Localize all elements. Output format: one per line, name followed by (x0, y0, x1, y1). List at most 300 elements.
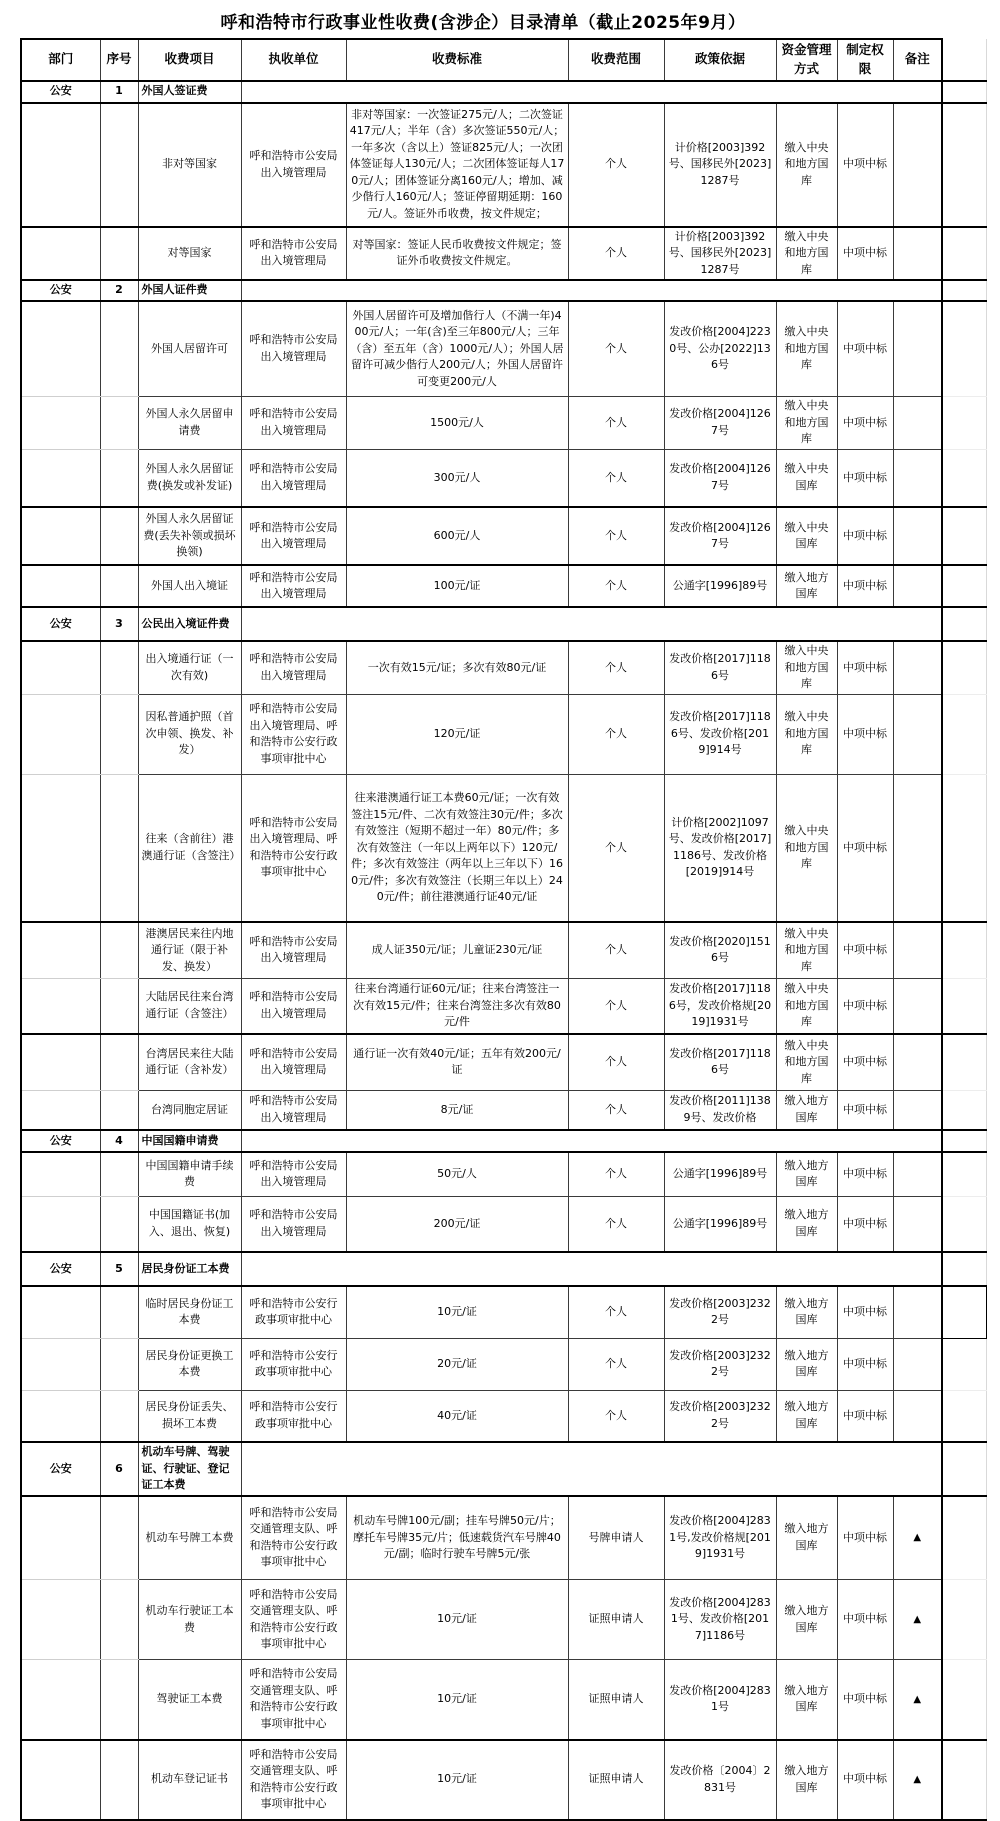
cell-fee-scope: 个人 (568, 565, 664, 607)
cell-collecting-unit: 呼和浩特市公安局出入境管理局 (241, 922, 346, 978)
cell-fee-item: 大陆居民往来台湾通行证（含签注） (138, 978, 241, 1034)
cell-collecting-unit: 呼和浩特市公安局出入境管理局 (241, 449, 346, 507)
page-title: 呼和浩特市行政事业性收费(含涉企）目录清单（截止2025年9月） (220, 13, 746, 33)
cell-fee-standard: 10元/证 (346, 1580, 568, 1660)
cell-fund-management: 缴入地方国库 (776, 1196, 837, 1252)
cell-collecting-unit: 呼和浩特市公安局出入境管理局、呼和浩特市公安行政事项审批中心 (241, 774, 346, 922)
cell-fee-item: 外国人永久居留证费(换发或补发证) (138, 449, 241, 507)
cell-remark (893, 1152, 942, 1196)
fee-directory-sheet (0, 8, 1000, 1821)
cell-policy-basis: 发改价格[2011]1389号、发改价格 (664, 1090, 776, 1130)
cell-authority: 中项中标 (837, 774, 893, 922)
cell-number (100, 1090, 138, 1130)
cell-number: 3 (100, 607, 138, 641)
gutter-cell (942, 449, 986, 507)
cell-number (100, 1034, 138, 1090)
cell-remark: ▲ (893, 1580, 942, 1660)
cell-section-spacer (241, 1252, 942, 1286)
cell-fee-item: 台湾同胞定居证 (138, 1090, 241, 1130)
cell-fund-management: 缴入中央和地方国库 (776, 301, 837, 397)
cell-policy-basis: 发改价格[2004]1267号 (664, 507, 776, 565)
cell-department: 公安 (21, 607, 100, 641)
cell-section-spacer (241, 81, 942, 103)
cell-fund-management: 缴入中央和地方国库 (776, 774, 837, 922)
cell-policy-basis: 发改价格[2004]1267号 (664, 397, 776, 450)
cell-fee-standard: 100元/证 (346, 565, 568, 607)
cell-authority: 中项中标 (837, 1034, 893, 1090)
cell-policy-basis: 发改价格[2003]2322号 (664, 1390, 776, 1442)
cell-fee-standard: 成人证350元/证；儿童证230元/证 (346, 922, 568, 978)
cell-fee-scope: 个人 (568, 1196, 664, 1252)
cell-fee-standard: 120元/证 (346, 694, 568, 774)
cell-collecting-unit: 呼和浩特市公安局出入境管理局 (241, 641, 346, 694)
cell-fee-standard: 1500元/人 (346, 397, 568, 450)
section-row (21, 607, 986, 641)
table-row (21, 227, 986, 281)
table-row (21, 641, 986, 694)
cell-authority: 中项中标 (837, 1580, 893, 1660)
cell-collecting-unit: 呼和浩特市公安局出入境管理局、呼和浩特市公安行政事项审批中心 (241, 694, 346, 774)
cell-collecting-unit: 呼和浩特市公安局出入境管理局 (241, 565, 346, 607)
gutter-cell (942, 1660, 986, 1740)
table-row (21, 1496, 986, 1580)
cell-fund-management: 缴入中央国库 (776, 507, 837, 565)
gutter-cell (942, 1152, 986, 1196)
cell-policy-basis: 公通字[1996]89号 (664, 1152, 776, 1196)
gutter-cell (942, 81, 986, 103)
cell-remark (893, 1034, 942, 1090)
table-row (21, 1196, 986, 1252)
cell-collecting-unit: 呼和浩特市公安行政事项审批中心 (241, 1286, 346, 1338)
cell-fund-management: 缴入地方国库 (776, 1740, 837, 1820)
cell-fee-scope: 个人 (568, 774, 664, 922)
cell-fee-item: 因私普通护照（首次申领、换发、补发） (138, 694, 241, 774)
cell-fee-scope: 个人 (568, 301, 664, 397)
section-row (21, 1252, 986, 1286)
cell-fee-item: 居民身份证更换工本费 (138, 1338, 241, 1390)
cell-number: 4 (100, 1130, 138, 1152)
cell-authority: 中项中标 (837, 507, 893, 565)
cell-section-spacer (241, 280, 942, 301)
cell-policy-basis: 发改价格[2004]2230号、公办[2022]136号 (664, 301, 776, 397)
cell-fee-scope: 个人 (568, 641, 664, 694)
cell-fee-scope: 个人 (568, 1034, 664, 1090)
column-header: 收费范围 (568, 39, 664, 81)
cell-number (100, 774, 138, 922)
gutter-cell (942, 1196, 986, 1252)
cell-fee-standard: 外国人居留许可及增加偕行人（不满一年)400元/人；一年(含)至三年800元/人；三年（含）至五年（含）1000元/人）；外国人居留许可减少偕行人200元/人；外国人居留许可变更200元/人 (346, 301, 568, 397)
gutter-cell (942, 641, 986, 694)
gutter-cell (942, 397, 986, 450)
cell-authority: 中项中标 (837, 1196, 893, 1252)
cell-remark (893, 1390, 942, 1442)
cell-authority: 中项中标 (837, 694, 893, 774)
cell-fee-standard: 一次有效15元/证；多次有效80元/证 (346, 641, 568, 694)
cell-fee-scope: 个人 (568, 227, 664, 281)
cell-policy-basis: 发改价格[2017]1186号 (664, 1034, 776, 1090)
cell-section-spacer (241, 607, 942, 641)
cell-department (21, 507, 100, 565)
cell-fund-management: 缴入中央和地方国库 (776, 694, 837, 774)
cell-number (100, 397, 138, 450)
cell-fund-management: 缴入中央和地方国库 (776, 103, 837, 227)
cell-fund-management: 缴入中央和地方国库 (776, 397, 837, 450)
cell-number (100, 1496, 138, 1580)
cell-policy-basis: 计价格[2003]392号、国移民外[2023]1287号 (664, 227, 776, 281)
cell-fee-standard: 40元/证 (346, 1390, 568, 1442)
cell-fund-management: 缴入地方国库 (776, 1090, 837, 1130)
section-row (21, 1130, 986, 1152)
cell-policy-basis: 公通字[1996]89号 (664, 565, 776, 607)
cell-department (21, 1090, 100, 1130)
cell-number (100, 565, 138, 607)
cell-policy-basis: 发改价格[2004]1267号 (664, 449, 776, 507)
cell-fee-item: 外国人永久居留申请费 (138, 397, 241, 450)
gutter-cell (942, 1442, 986, 1496)
cell-department (21, 1034, 100, 1090)
column-header: 收费项目 (138, 39, 241, 81)
cell-remark (893, 641, 942, 694)
cell-department (21, 978, 100, 1034)
cell-fee-item: 台湾居民来往大陆通行证（含补发） (138, 1034, 241, 1090)
cell-department (21, 103, 100, 227)
gutter-cell (942, 1740, 986, 1820)
cell-fee-scope: 个人 (568, 103, 664, 227)
cell-number: 1 (100, 81, 138, 103)
cell-authority: 中项中标 (837, 978, 893, 1034)
gutter-cell (942, 1338, 986, 1390)
cell-fee-scope: 证照申请人 (568, 1580, 664, 1660)
section-row (21, 81, 986, 103)
cell-authority: 中项中标 (837, 922, 893, 978)
cell-fee-scope: 个人 (568, 694, 664, 774)
cell-fee-standard: 往来港澳通行证工本费60元/证；一次有效签注15元/件、二次有效签注30元/件；多次有效签注（短期不超过一年）80元/件；多次有效签注（一年以上两年以下）120元/件；多次有效签注（两年以上三年以下）160元/件；多次有效签注（长期三年以上）240元/件；前往港澳通行证40元/证 (346, 774, 568, 922)
section-row (21, 1442, 986, 1496)
cell-authority: 中项中标 (837, 1390, 893, 1442)
section-row (21, 280, 986, 301)
cell-remark (893, 978, 942, 1034)
table-row (21, 1660, 986, 1740)
gutter-cell (942, 1496, 986, 1580)
cell-policy-basis: 发改价格[2003]2322号 (664, 1338, 776, 1390)
cell-fee-standard: 往来台湾通行证60元/证；往来台湾签注一次有效15元/件；往来台湾签注多次有效80元/件 (346, 978, 568, 1034)
cell-fee-scope: 个人 (568, 1390, 664, 1442)
cell-collecting-unit: 呼和浩特市公安局出入境管理局 (241, 1090, 346, 1130)
cell-collecting-unit: 呼和浩特市公安局出入境管理局 (241, 1196, 346, 1252)
cell-policy-basis: 计价格[2003]392号、国移民外[2023]1287号 (664, 103, 776, 227)
cell-number: 2 (100, 280, 138, 301)
cell-policy-basis: 发改价格[2017]1186号、发改价格[2019]914号 (664, 694, 776, 774)
cell-number (100, 922, 138, 978)
cell-policy-basis: 计价格[2002]1097号、发改价格[2017]1186号、发改价格[2019]914号 (664, 774, 776, 922)
cell-remark (893, 774, 942, 922)
gutter-cell (942, 1252, 986, 1286)
cell-fee-item: 外国人证件费 (138, 280, 241, 301)
cell-remark (893, 1338, 942, 1390)
gutter-cell (942, 1130, 986, 1152)
cell-fee-standard: 600元/人 (346, 507, 568, 565)
cell-fee-item: 港澳居民来往内地通行证（限于补发、换发） (138, 922, 241, 978)
column-header: 资金管理方式 (776, 39, 837, 81)
cell-fee-standard: 10元/证 (346, 1740, 568, 1820)
cell-number (100, 1660, 138, 1740)
cell-fee-scope: 证照申请人 (568, 1740, 664, 1820)
cell-department (21, 1496, 100, 1580)
cell-department (21, 1196, 100, 1252)
cell-fee-scope: 个人 (568, 922, 664, 978)
cell-number (100, 1338, 138, 1390)
table-row (21, 774, 986, 922)
table-row (21, 449, 986, 507)
column-header: 部门 (21, 39, 100, 81)
gutter-cell (942, 694, 986, 774)
cell-department (21, 922, 100, 978)
cell-fee-scope: 个人 (568, 449, 664, 507)
cell-number (100, 1152, 138, 1196)
column-header: 备注 (893, 39, 942, 81)
cell-department: 公安 (21, 1252, 100, 1286)
cell-fee-standard: 20元/证 (346, 1338, 568, 1390)
cell-remark (893, 1286, 942, 1338)
cell-policy-basis: 发改价格[2020]1516号 (664, 922, 776, 978)
cell-department: 公安 (21, 280, 100, 301)
cell-collecting-unit: 呼和浩特市公安局出入境管理局 (241, 397, 346, 450)
cell-fee-item: 中国国籍证书(加入、退出、恢复) (138, 1196, 241, 1252)
cell-fee-item: 机动车登记证书 (138, 1740, 241, 1820)
gutter-cell (942, 922, 986, 978)
cell-collecting-unit: 呼和浩特市公安局出入境管理局 (241, 227, 346, 281)
table-row (21, 507, 986, 565)
cell-fund-management: 缴入中央和地方国库 (776, 978, 837, 1034)
gutter-cell (942, 1034, 986, 1090)
cell-collecting-unit: 呼和浩特市公安局出入境管理局 (241, 1152, 346, 1196)
column-header: 执收单位 (241, 39, 346, 81)
gutter-cell (942, 301, 986, 397)
table-row (21, 1580, 986, 1660)
cell-fee-scope: 证照申请人 (568, 1660, 664, 1740)
cell-department: 公安 (21, 81, 100, 103)
cell-fund-management: 缴入地方国库 (776, 1496, 837, 1580)
cell-fund-management: 缴入中央和地方国库 (776, 227, 837, 281)
cell-department (21, 565, 100, 607)
cell-remark (893, 449, 942, 507)
cell-department (21, 1338, 100, 1390)
cell-department (21, 1740, 100, 1820)
cell-authority: 中项中标 (837, 227, 893, 281)
cell-collecting-unit: 呼和浩特市公安局交通管理支队、呼和浩特市公安行政事项审批中心 (241, 1580, 346, 1660)
cell-department (21, 1390, 100, 1442)
column-header: 序号 (100, 39, 138, 81)
cell-fund-management: 缴入地方国库 (776, 1390, 837, 1442)
gutter-cell (942, 280, 986, 301)
cell-fee-item: 居民身份证丢失、损坏工本费 (138, 1390, 241, 1442)
table-row (21, 1740, 986, 1820)
cell-fee-item: 外国人永久居留证费(丢失补领或损坏换领) (138, 507, 241, 565)
table-row (21, 1338, 986, 1390)
cell-collecting-unit: 呼和浩特市公安局出入境管理局 (241, 301, 346, 397)
column-header: 政策依据 (664, 39, 776, 81)
cell-fund-management: 缴入地方国库 (776, 1286, 837, 1338)
cell-number (100, 103, 138, 227)
cell-number: 5 (100, 1252, 138, 1286)
cell-remark (893, 694, 942, 774)
cell-authority: 中项中标 (837, 1338, 893, 1390)
cell-collecting-unit: 呼和浩特市公安局出入境管理局 (241, 507, 346, 565)
cell-number (100, 1390, 138, 1442)
cell-remark (893, 922, 942, 978)
cell-fee-item: 驾驶证工本费 (138, 1660, 241, 1740)
cell-policy-basis: 发改价格[2017]1186号 (664, 641, 776, 694)
cell-remark (893, 103, 942, 227)
cell-number (100, 978, 138, 1034)
column-header: 收费标准 (346, 39, 568, 81)
column-header: 制定权限 (837, 39, 893, 81)
cell-department: 公安 (21, 1130, 100, 1152)
gutter-cell (942, 1580, 986, 1660)
cell-number (100, 227, 138, 281)
cell-collecting-unit: 呼和浩特市公安局交通管理支队、呼和浩特市公安行政事项审批中心 (241, 1740, 346, 1820)
cell-fee-item: 外国人签证费 (138, 81, 241, 103)
cell-fee-standard: 300元/人 (346, 449, 568, 507)
cell-authority: 中项中标 (837, 1090, 893, 1130)
cell-fee-scope: 个人 (568, 507, 664, 565)
cell-fee-item: 非对等国家 (138, 103, 241, 227)
cell-fund-management: 缴入地方国库 (776, 1338, 837, 1390)
cell-fee-scope: 个人 (568, 397, 664, 450)
cell-department (21, 301, 100, 397)
gutter-cell (942, 978, 986, 1034)
cell-fee-scope: 个人 (568, 1090, 664, 1130)
cell-fee-item: 公民出入境证件费 (138, 607, 241, 641)
cell-collecting-unit: 呼和浩特市公安局出入境管理局 (241, 978, 346, 1034)
gutter-cell (942, 607, 986, 641)
table-row (21, 1152, 986, 1196)
cell-fee-scope: 个人 (568, 978, 664, 1034)
cell-remark (893, 301, 942, 397)
gutter-cell (942, 1390, 986, 1442)
cell-authority: 中项中标 (837, 641, 893, 694)
cell-fee-item: 外国人出入境证 (138, 565, 241, 607)
cell-policy-basis: 发改价格〔2004〕2831号 (664, 1740, 776, 1820)
table-row (21, 1090, 986, 1130)
cell-remark (893, 227, 942, 281)
cell-fee-standard: 8元/证 (346, 1090, 568, 1130)
cell-policy-basis: 公通字[1996]89号 (664, 1196, 776, 1252)
cell-remark: ▲ (893, 1496, 942, 1580)
cell-collecting-unit: 呼和浩特市公安局交通管理支队、呼和浩特市公安行政事项审批中心 (241, 1660, 346, 1740)
fee-table (20, 38, 987, 1821)
cell-number (100, 1740, 138, 1820)
cell-fee-standard: 非对等国家：一次签证275元/人；二次签证417元/人；半年（含）多次签证550元/人；一年多次（含以上）签证825元/人；一次团体签证每人130元/人；二次团体签证每人170元/人；团体签证分离160元/人；增加、减少偕行人160元/人；签证停留期延期：160元/人。签证外币收费，按文件规定； (346, 103, 568, 227)
cell-fee-item: 外国人居留许可 (138, 301, 241, 397)
table-row (21, 1286, 986, 1338)
table-row (21, 694, 986, 774)
table-row (21, 978, 986, 1034)
cell-remark (893, 507, 942, 565)
cell-section-spacer (241, 1442, 942, 1496)
cell-remark (893, 565, 942, 607)
cell-authority: 中项中标 (837, 1152, 893, 1196)
cell-fee-scope: 个人 (568, 1152, 664, 1196)
cell-policy-basis: 发改价格[2017]1186号，发改价格规[2019]1931号 (664, 978, 776, 1034)
cell-section-spacer (241, 1130, 942, 1152)
cell-number (100, 1196, 138, 1252)
cell-policy-basis: 发改价格[2003]2322号 (664, 1286, 776, 1338)
cell-department (21, 1660, 100, 1740)
cell-fund-management: 缴入中央和地方国库 (776, 922, 837, 978)
cell-collecting-unit: 呼和浩特市公安行政事项审批中心 (241, 1338, 346, 1390)
cell-collecting-unit: 呼和浩特市公安局交通管理支队、呼和浩特市公安行政事项审批中心 (241, 1496, 346, 1580)
cell-fee-scope: 个人 (568, 1286, 664, 1338)
cell-department (21, 694, 100, 774)
cell-fee-item: 临时居民身份证工本费 (138, 1286, 241, 1338)
cell-authority: 中项中标 (837, 397, 893, 450)
cell-policy-basis: 发改价格[2004]2831号 (664, 1660, 776, 1740)
cell-department (21, 1580, 100, 1660)
cell-fee-standard: 对等国家：签证人民币收费按文件规定；签证外币收费按文件规定。 (346, 227, 568, 281)
cell-authority: 中项中标 (837, 301, 893, 397)
cell-policy-basis: 发改价格[2004]2831号、发改价格[2017]1186号 (664, 1580, 776, 1660)
cell-policy-basis: 发改价格[2004]2831号,发改价格规[2019]1931号 (664, 1496, 776, 1580)
cell-authority: 中项中标 (837, 103, 893, 227)
gutter-cell (942, 1286, 986, 1338)
cell-fee-standard: 200元/证 (346, 1196, 568, 1252)
cell-number (100, 1286, 138, 1338)
cell-fund-management: 缴入地方国库 (776, 565, 837, 607)
cell-number (100, 507, 138, 565)
cell-fee-standard: 10元/证 (346, 1286, 568, 1338)
table-row (21, 397, 986, 450)
cell-collecting-unit: 呼和浩特市公安行政事项审批中心 (241, 1390, 346, 1442)
cell-fee-item: 机动车号牌、驾驶证、行驶证、登记证工本费 (138, 1442, 241, 1496)
cell-department (21, 397, 100, 450)
cell-authority: 中项中标 (837, 1660, 893, 1740)
cell-authority: 中项中标 (837, 449, 893, 507)
cell-authority: 中项中标 (837, 1740, 893, 1820)
gutter-cell (942, 227, 986, 281)
cell-fund-management: 缴入中央和地方国库 (776, 1034, 837, 1090)
table-row (21, 565, 986, 607)
cell-fee-item: 中国国籍申请费 (138, 1130, 241, 1152)
cell-department (21, 449, 100, 507)
cell-fund-management: 缴入地方国库 (776, 1580, 837, 1660)
cell-remark: ▲ (893, 1660, 942, 1740)
cell-number: 6 (100, 1442, 138, 1496)
gutter-cell (942, 1090, 986, 1130)
cell-authority: 中项中标 (837, 565, 893, 607)
table-row (21, 103, 986, 227)
cell-fund-management: 缴入中央国库 (776, 449, 837, 507)
gutter-cell (942, 39, 986, 81)
cell-fee-standard: 通行证一次有效40元/证；五年有效200元/证 (346, 1034, 568, 1090)
cell-remark (893, 397, 942, 450)
cell-fee-standard: 10元/证 (346, 1660, 568, 1740)
header-row (21, 39, 986, 81)
cell-remark (893, 1090, 942, 1130)
cell-authority: 中项中标 (837, 1286, 893, 1338)
cell-remark: ▲ (893, 1740, 942, 1820)
table-row (21, 1390, 986, 1442)
table-row (21, 301, 986, 397)
cell-collecting-unit: 呼和浩特市公安局出入境管理局 (241, 1034, 346, 1090)
table-row (21, 922, 986, 978)
cell-number (100, 449, 138, 507)
cell-fee-scope: 号牌申请人 (568, 1496, 664, 1580)
cell-fee-item: 机动车号牌工本费 (138, 1496, 241, 1580)
cell-fee-standard: 机动车号牌100元/副；挂车号牌50元/片；摩托车号牌35元/片；低速载货汽车号牌40元/副；临时行驶车号牌5元/张 (346, 1496, 568, 1580)
cell-department (21, 1286, 100, 1338)
table-row (21, 1034, 986, 1090)
